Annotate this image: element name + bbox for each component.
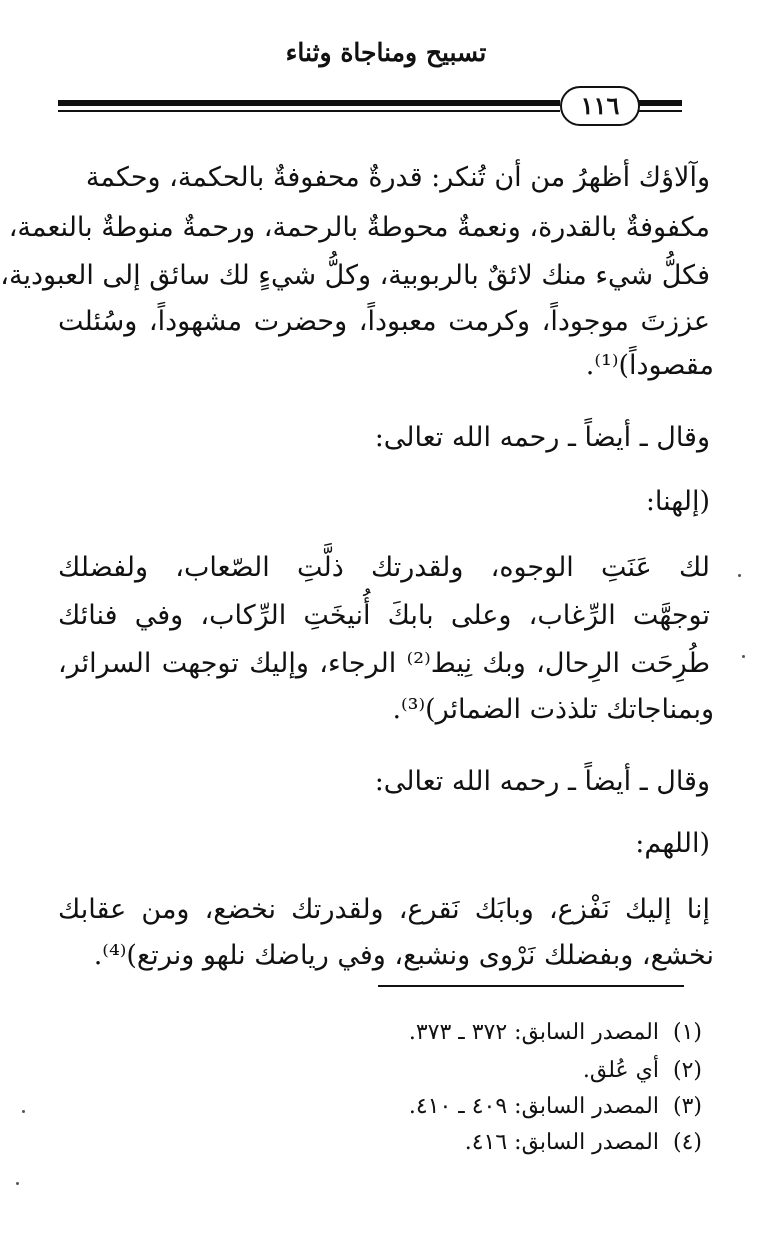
body-line: عززتَ موجوداً، وكرمت معبوداً، وحضرت مشهوداً، وسُئلت	[58, 306, 710, 337]
scan-speck	[16, 1182, 19, 1185]
body-line: وآلاؤك أظهرُ من أن تُنكر: قدرةٌ محفوفةٌ بالحكمة، وحكمة	[85, 162, 710, 193]
footnote-number: (٢)	[672, 1058, 702, 1083]
scan-speck	[742, 655, 745, 658]
footnote-separator	[378, 985, 684, 987]
header-rule-thick	[58, 100, 560, 106]
header-rule-right-thin	[636, 110, 682, 112]
body-line: مقصوداً)⁽¹⁾.	[585, 350, 714, 381]
section-intro: وقال ـ أيضاً ـ رحمه الله تعالى:	[374, 766, 710, 797]
footnote-text: المصدر السابق: ٤٠٩ ـ ٤١٠.	[408, 1094, 659, 1119]
body-line: وبمناجاتك تلذذت الضمائر)⁽³⁾.	[392, 694, 714, 725]
scan-speck	[738, 574, 741, 577]
running-title: تسبيح ومناجاة وثناء	[285, 38, 487, 67]
footnote-number: (١)	[672, 1020, 702, 1045]
body-line: إنا إليك نَفْزع، وبابَك نَقرع، ولقدرتك نخضع، ومن عقابك	[58, 894, 710, 925]
footnote-text: أي عُلق.	[582, 1058, 659, 1083]
body-line: توجهَّت الرِّغاب، وعلى بابكَ أُنيخَتِ الرِّكاب، وفي فنائك	[58, 600, 710, 631]
footnote-2	[583, 1056, 702, 1086]
body-line: مكفوفةٌ بالقدرة، ونعمةٌ محوطةٌ بالرحمة، ورحمةٌ منوطةٌ بالنعمة،	[8, 212, 710, 243]
footnote-text: المصدر السابق: ٣٧٢ ـ ٣٧٣.	[408, 1020, 659, 1045]
footnote-3	[409, 1092, 702, 1122]
section-intro: وقال ـ أيضاً ـ رحمه الله تعالى:	[374, 422, 710, 453]
body-line: طُرِحَت الرِحال، وبك نِيط⁽²⁾ الرجاء، وإليك توجهت السرائر،	[58, 648, 710, 679]
header-rule-right-thick	[636, 100, 682, 106]
footnote-4	[465, 1128, 702, 1158]
footnote-number: (٣)	[672, 1094, 702, 1119]
body-line: لك عَنَتِ الوجوه، ولقدرتك ذلَّتِ الصّعاب، ولفضلك	[58, 552, 710, 583]
header-rule-thin	[58, 110, 560, 112]
scan-speck	[22, 1110, 25, 1113]
invocation-heading: (اللهم:	[635, 828, 710, 859]
footnote-number: (٤)	[672, 1130, 702, 1155]
invocation-heading: (إلهنا:	[645, 486, 710, 517]
page-number: ١١٦	[560, 86, 640, 126]
body-line: فكلُّ شيء منك لائقٌ بالربوبية، وكلُّ شيءٍ لك سائق إلى العبودية،	[0, 260, 710, 291]
footnote-1	[409, 1018, 702, 1048]
footnote-text: المصدر السابق: ٤١٦.	[464, 1130, 659, 1155]
body-line: نخشع، وبفضلك نَرْوى ونشبع، وفي رياضك نلهو ونرتع)⁽⁴⁾.	[93, 940, 714, 971]
